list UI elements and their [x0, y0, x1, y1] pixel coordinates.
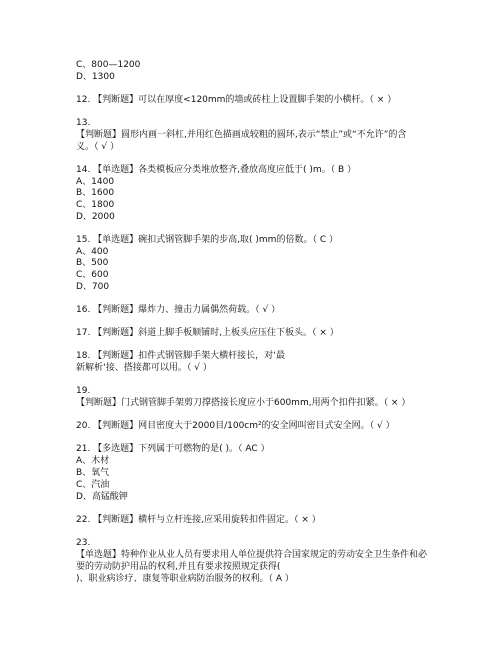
option-line: C、800—1200: [76, 60, 141, 70]
question-14: 14. 【单选题】各类模板应分类堆放整齐,叠放高度应低于( )m。（ B ）: [76, 165, 357, 175]
question-18: 18. 【判断题】扣件式钢管脚手架大横杆接长，对‘最: [76, 351, 286, 361]
question-23-text: 【单选题】特种作业从业人员有要求用人单位提供符合国家规定的劳动安全卫生条件和必: [76, 550, 428, 560]
option-line: D、2000: [76, 212, 115, 222]
option-line: A、400: [76, 247, 109, 257]
question-15: 15. 【单选题】碗扣式钢管脚手架的步高,取( )mm的倍数。（ C ）: [76, 235, 338, 245]
question-23-text-cont: )、职业病诊疗、康复等职业病防治服务的权利。（ A ）: [76, 574, 294, 584]
option-line: D、高锰酸钾: [76, 492, 128, 502]
option-line: B、500: [76, 258, 109, 268]
question-12: 12. 【判断题】可以在厚度<120mm的墙或砖柱上设置脚手架的小横杆。（ × ）: [76, 95, 397, 105]
question-23-text-cont: 要的劳动防护用品的权利,并且有要求按照规定获得(: [76, 562, 281, 572]
option-line: C、汽油: [76, 480, 110, 490]
question-17: 17. 【判断题】斜道上脚手板顺铺时,上板头应压住下板头。（ × ）: [76, 328, 339, 338]
question-22: 22. 【判断题】横杆与立杆连接,应采用旋转扣件固定。（ × ）: [76, 515, 321, 525]
question-20: 20. 【判断题】网目密度大于2000目/100cm²的安全网叫密目式安全网。（ √ ）: [76, 421, 395, 431]
option-line: A、木材: [76, 456, 110, 466]
question-23-number: 23.: [76, 538, 91, 548]
option-line: C、600: [76, 270, 109, 280]
option-line: A、1400: [76, 177, 115, 187]
question-13-text-cont: 义。（ √ ）: [76, 142, 119, 152]
option-line: C、1800: [76, 200, 115, 210]
question-13-text: 【判断题】圆形内画一斜杠,并用红色描画成较粗的圆环,表示“禁止”或“不允许”的含: [76, 130, 407, 140]
question-19-number: 19.: [76, 386, 91, 396]
question-16: 16. 【判断题】爆炸力、撞击力属偶然荷载。（ √ ）: [76, 305, 281, 315]
option-line: D、700: [76, 282, 110, 292]
option-line: D、1300: [76, 72, 115, 82]
option-line: B、氧气: [76, 468, 110, 478]
question-18-cont: 新解析‘接、搭接都可以用。（ √ ）: [76, 363, 212, 373]
question-19-text: 【判断题】门式钢管脚手架剪刀撑搭接长度应小于600mm,用两个扣件扣紧。（ × ）: [76, 398, 411, 408]
option-line: B、1600: [76, 188, 115, 198]
question-21: 21. 【多选题】下列属于可燃物的是( )。（ AC ）: [76, 444, 270, 454]
question-13-number: 13.: [76, 118, 91, 128]
